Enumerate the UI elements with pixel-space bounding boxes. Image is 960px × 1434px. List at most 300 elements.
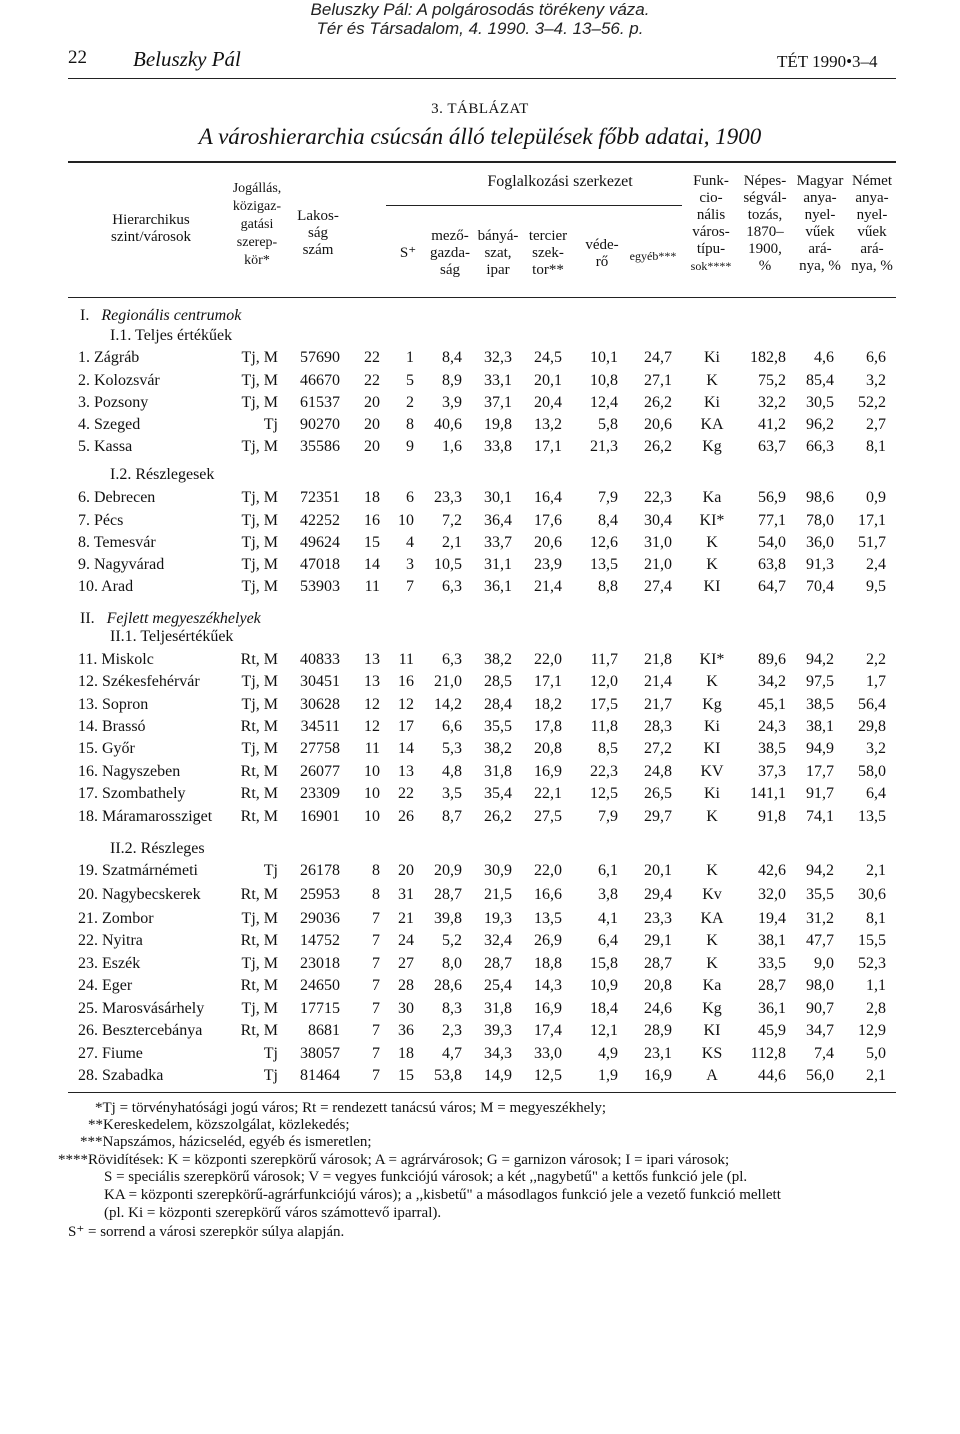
cell-mining: 31,1 <box>484 556 512 573</box>
cell-hun: 78,0 <box>806 512 834 529</box>
cell-popchg: 38,5 <box>758 740 786 757</box>
cell-other: 26,5 <box>644 785 672 802</box>
cell-agri: 7,2 <box>442 512 462 529</box>
cell-func: Ka <box>702 489 722 506</box>
cell-agri: 1,6 <box>442 438 462 455</box>
cell-hun: 96,2 <box>806 416 834 433</box>
table-row <box>0 886 960 908</box>
cell-tert: 24,5 <box>534 349 562 366</box>
citation-line-1: Beluszky Pál: A polgárosodás törékeny váza. <box>310 0 650 19</box>
cell-tert: 17,1 <box>534 438 562 455</box>
cell-rank: 28 <box>398 977 414 994</box>
table-row <box>0 1045 960 1067</box>
cell-tert: 16,4 <box>534 489 562 506</box>
cell-mining: 35,5 <box>484 718 512 735</box>
cell-rank: 26 <box>398 808 414 825</box>
cell-hun: 38,5 <box>806 696 834 713</box>
cell-def: 10,1 <box>590 349 618 366</box>
cell-agri: 53,8 <box>434 1067 462 1084</box>
cell-mining: 32,4 <box>484 932 512 949</box>
cell-hun: 7,4 <box>814 1045 834 1062</box>
cell-name: 28. Szabadka <box>78 1067 164 1084</box>
cell-name: 25. Marosvásárhely <box>78 1000 205 1017</box>
cell-hun: 85,4 <box>806 372 834 389</box>
header-hierarchy: Hierarchikus szint/városok <box>111 212 191 245</box>
cell-s: 10 <box>364 763 380 780</box>
cell-func: KI* <box>699 512 725 529</box>
cell-tert: 23,9 <box>534 556 562 573</box>
cell-agri: 8,7 <box>442 808 462 825</box>
cell-s: 11 <box>364 740 380 757</box>
cell-ger: 1,1 <box>866 977 886 994</box>
cell-rank: 1 <box>406 349 414 366</box>
cell-agri: 2,1 <box>442 534 462 551</box>
table-row <box>0 977 960 999</box>
cell-name: 6. Debrecen <box>78 489 156 506</box>
table-row <box>0 718 960 740</box>
cell-rank: 36 <box>398 1022 414 1039</box>
cell-legal: Tj, M <box>241 955 278 972</box>
cell-name: 13. Sopron <box>78 696 149 713</box>
cell-other: 24,7 <box>644 349 672 366</box>
cell-rank: 20 <box>398 862 414 879</box>
cell-s: 7 <box>372 977 380 994</box>
table-number: 3. TÁBLÁZAT <box>431 101 529 117</box>
cell-agri: 10,5 <box>434 556 462 573</box>
table-row <box>0 394 960 416</box>
cell-name: 19. Szatmárnémeti <box>78 862 198 879</box>
cell-legal: Rt, M <box>240 1022 278 1039</box>
cell-legal: Rt, M <box>240 932 278 949</box>
table-row <box>0 416 960 438</box>
table-row <box>0 556 960 578</box>
footnote: ****Rövidítések: K = központi szerepkörű városok; A = agrárvárosok; G = garnizon városok; I = ipari városok; <box>58 1152 730 1168</box>
table-row <box>0 955 960 977</box>
cell-func: A <box>706 1067 718 1084</box>
footnote: **Kereskedelem, közszolgálat, közlekedés; <box>88 1117 350 1133</box>
cell-tert: 14,3 <box>534 977 562 994</box>
cell-tert: 17,4 <box>534 1022 562 1039</box>
cell-s: 20 <box>364 394 380 411</box>
cell-agri: 21,0 <box>434 673 462 690</box>
cell-other: 28,9 <box>644 1022 672 1039</box>
cell-mining: 33,1 <box>484 372 512 389</box>
cell-legal: Tj <box>263 1045 278 1062</box>
cell-hun: 31,2 <box>806 910 834 927</box>
cell-legal: Rt, M <box>240 785 278 802</box>
cell-def: 12,5 <box>590 785 618 802</box>
cell-other: 29,1 <box>644 932 672 949</box>
header-s: S⁺ <box>399 245 417 261</box>
cell-pop: 17715 <box>300 1000 340 1017</box>
cell-tert: 20,1 <box>534 372 562 389</box>
header-agri: mező- gazda- ság <box>430 228 470 278</box>
cell-legal: Tj, M <box>241 556 278 573</box>
cell-rank: 21 <box>398 910 414 927</box>
cell-popchg: 24,3 <box>758 718 786 735</box>
cell-func: K <box>706 673 718 690</box>
citation <box>0 0 960 38</box>
cell-legal: Rt, M <box>240 808 278 825</box>
cell-ger: 8,1 <box>866 910 886 927</box>
cell-legal: Tj, M <box>241 673 278 690</box>
cell-other: 27,1 <box>644 372 672 389</box>
cell-legal: Tj, M <box>241 438 278 455</box>
table-row <box>0 785 960 807</box>
cell-legal: Tj, M <box>241 740 278 757</box>
cell-name: 7. Pécs <box>78 512 124 529</box>
cell-mining: 34,3 <box>484 1045 512 1062</box>
cell-func: K <box>706 862 718 879</box>
cell-other: 26,2 <box>644 394 672 411</box>
cell-mining: 31,8 <box>484 763 512 780</box>
section-ii: II. Fejlett megyeszékhelyek <box>80 610 261 627</box>
cell-pop: 23309 <box>300 785 340 802</box>
cell-ger: 12,9 <box>858 1022 886 1039</box>
cell-agri: 8,3 <box>442 1000 462 1017</box>
cell-other: 27,2 <box>644 740 672 757</box>
cell-name: 22. Nyitra <box>78 932 143 949</box>
header-hungarian: Magyar anya- nyel- vűek ará- nya, % <box>796 173 844 274</box>
cell-popchg: 45,1 <box>758 696 786 713</box>
cell-def: 11,7 <box>590 651 618 668</box>
cell-func: KA <box>700 416 724 433</box>
cell-hun: 70,4 <box>806 578 834 595</box>
cell-agri: 5,2 <box>442 932 462 949</box>
cell-tert: 17,1 <box>534 673 562 690</box>
cell-popchg: 63,8 <box>758 556 786 573</box>
cell-ger: 51,7 <box>858 534 886 551</box>
cell-tert: 12,5 <box>534 1067 562 1084</box>
cell-agri: 2,3 <box>442 1022 462 1039</box>
cell-ger: 52,3 <box>858 955 886 972</box>
cell-pop: 26178 <box>300 862 340 879</box>
footnote: S⁺ = sorrend a városi szerepkör súlya alapján. <box>68 1224 345 1240</box>
cell-legal: Tj, M <box>241 534 278 551</box>
cell-hun: 38,1 <box>806 718 834 735</box>
cell-func: Ki <box>704 718 720 735</box>
cell-other: 22,3 <box>644 489 672 506</box>
cell-hun: 17,7 <box>806 763 834 780</box>
cell-rank: 24 <box>398 932 414 949</box>
table-title: A városhierarchia csúcsán álló települések főbb adatai, 1900 <box>198 124 762 149</box>
cell-ger: 6,6 <box>866 349 886 366</box>
cell-ger: 0,9 <box>866 489 886 506</box>
cell-def: 21,3 <box>590 438 618 455</box>
cell-name: 24. Eger <box>78 977 133 994</box>
cell-pop: 57690 <box>300 349 340 366</box>
running-journal: TÉT 1990•3–4 <box>777 52 878 71</box>
section-i-2: I.2. Részlegesek <box>110 466 215 483</box>
cell-name: 27. Fiume <box>78 1045 143 1062</box>
cell-popchg: 77,1 <box>758 512 786 529</box>
cell-s: 14 <box>364 556 380 573</box>
cell-agri: 4,7 <box>442 1045 462 1062</box>
cell-pop: 25953 <box>300 886 340 903</box>
cell-mining: 38,2 <box>484 651 512 668</box>
cell-tert: 22,1 <box>534 785 562 802</box>
table-row <box>0 673 960 695</box>
cell-hun: 94,2 <box>806 862 834 879</box>
cell-ger: 1,7 <box>866 673 886 690</box>
cell-other: 20,8 <box>644 977 672 994</box>
cell-name: 16. Nagyszeben <box>78 763 181 780</box>
cell-legal: Rt, M <box>240 763 278 780</box>
cell-func: KI <box>703 740 721 757</box>
cell-mining: 36,4 <box>484 512 512 529</box>
cell-name: 14. Brassó <box>78 718 146 735</box>
cell-s: 10 <box>364 785 380 802</box>
cell-ger: 30,6 <box>858 886 886 903</box>
cell-s: 7 <box>372 1022 380 1039</box>
footnote: S = speciális szerepkörű városok; V = vegyes funkciójú városok; a két ,,nagybetű" a kettős funkció jele (pl. <box>104 1169 748 1185</box>
cell-mining: 33,7 <box>484 534 512 551</box>
cell-def: 17,5 <box>590 696 618 713</box>
cell-pop: 81464 <box>300 1067 340 1084</box>
cell-rank: 18 <box>398 1045 414 1062</box>
cell-name: 21. Zombor <box>78 910 154 927</box>
cell-hun: 98,6 <box>806 489 834 506</box>
cell-agri: 5,3 <box>442 740 462 757</box>
cell-def: 12,6 <box>590 534 618 551</box>
cell-ger: 13,5 <box>858 808 886 825</box>
cell-mining: 35,4 <box>484 785 512 802</box>
cell-s: 13 <box>364 651 380 668</box>
cell-func: K <box>706 372 718 389</box>
cell-other: 16,9 <box>644 1067 672 1084</box>
cell-hun: 97,5 <box>806 673 834 690</box>
table-row <box>0 578 960 600</box>
page-number: 22 <box>68 47 87 68</box>
cell-pop: 26077 <box>300 763 340 780</box>
cell-agri: 4,8 <box>442 763 462 780</box>
cell-other: 26,2 <box>644 438 672 455</box>
cell-ger: 2,4 <box>866 556 886 573</box>
table-row <box>0 349 960 371</box>
cell-tert: 22,0 <box>534 862 562 879</box>
cell-legal: Tj <box>263 1067 278 1084</box>
cell-popchg: 63,7 <box>758 438 786 455</box>
cell-func: Ka <box>702 977 722 994</box>
cell-name: 9. Nagyvárad <box>78 556 165 573</box>
header-legal: Jogállás, közigaz- gatási szerep- kör* <box>232 181 282 268</box>
cell-mining: 28,7 <box>484 955 512 972</box>
citation-line-2: Tér és Társadalom, 4. 1990. 3–4. 13–56. p. <box>316 19 644 38</box>
cell-tert: 27,5 <box>534 808 562 825</box>
cell-hun: 91,7 <box>806 785 834 802</box>
cell-func: K <box>706 932 718 949</box>
cell-ger: 17,1 <box>858 512 886 529</box>
cell-hun: 34,7 <box>806 1022 834 1039</box>
cell-s: 11 <box>364 578 380 595</box>
table-row <box>0 862 960 884</box>
cell-s: 7 <box>372 955 380 972</box>
cell-def: 8,8 <box>598 578 618 595</box>
cell-def: 8,4 <box>598 512 618 529</box>
cell-popchg: 44,6 <box>758 1067 786 1084</box>
cell-legal: Tj, M <box>241 349 278 366</box>
cell-rank: 14 <box>398 740 414 757</box>
cell-mining: 33,8 <box>484 438 512 455</box>
cell-mining: 39,3 <box>484 1022 512 1039</box>
footnote: *Tj = törvényhatósági jogú város; Rt = rendezett tanácsú város; M = megyeszékhely; <box>95 1100 607 1116</box>
header-rule <box>68 78 896 79</box>
table-row <box>0 1022 960 1044</box>
cell-mining: 32,3 <box>484 349 512 366</box>
cell-tert: 16,9 <box>534 763 562 780</box>
header-popchange: Népes- ségvál- tozás, 1870– 1900, % <box>743 173 787 274</box>
cell-popchg: 45,9 <box>758 1022 786 1039</box>
cell-pop: 47018 <box>300 556 340 573</box>
cell-pop: 40833 <box>300 651 340 668</box>
cell-popchg: 41,2 <box>758 416 786 433</box>
cell-ger: 2,1 <box>866 862 886 879</box>
cell-mining: 14,9 <box>484 1067 512 1084</box>
table-row <box>0 808 960 830</box>
table-row <box>0 438 960 460</box>
cell-rank: 4 <box>406 534 414 551</box>
cell-ger: 3,2 <box>866 740 886 757</box>
cell-ger: 9,5 <box>866 578 886 595</box>
cell-rank: 5 <box>406 372 414 389</box>
cell-s: 7 <box>372 1045 380 1062</box>
cell-popchg: 32,0 <box>758 886 786 903</box>
cell-ger: 56,4 <box>858 696 886 713</box>
cell-other: 27,4 <box>644 578 672 595</box>
header-employment-rule <box>386 205 682 206</box>
cell-popchg: 19,4 <box>758 910 786 927</box>
table-row <box>0 932 960 954</box>
cell-other: 28,7 <box>644 955 672 972</box>
cell-name: 8. Temesvár <box>78 534 156 551</box>
cell-agri: 3,9 <box>442 394 462 411</box>
cell-agri: 40,6 <box>434 416 462 433</box>
cell-mining: 25,4 <box>484 977 512 994</box>
cell-func: K <box>706 808 718 825</box>
section-i-1: I.1. Teljes értékűek <box>110 327 233 344</box>
cell-ger: 2,1 <box>866 1067 886 1084</box>
cell-legal: Rt, M <box>240 886 278 903</box>
cell-pop: 16901 <box>300 808 340 825</box>
cell-agri: 8,4 <box>442 349 462 366</box>
cell-mining: 37,1 <box>484 394 512 411</box>
cell-ger: 8,1 <box>866 438 886 455</box>
cell-pop: 27758 <box>300 740 340 757</box>
cell-popchg: 28,7 <box>758 977 786 994</box>
cell-def: 3,8 <box>598 886 618 903</box>
cell-pop: 53903 <box>300 578 340 595</box>
cell-s: 8 <box>372 886 380 903</box>
cell-ger: 2,7 <box>866 416 886 433</box>
cell-legal: Tj <box>263 862 278 879</box>
cell-tert: 20,8 <box>534 740 562 757</box>
cell-other: 28,3 <box>644 718 672 735</box>
cell-popchg: 32,2 <box>758 394 786 411</box>
cell-def: 18,4 <box>590 1000 618 1017</box>
cell-name: 11. Miskolc <box>78 651 154 668</box>
cell-def: 12,1 <box>590 1022 618 1039</box>
cell-name: 23. Eszék <box>78 955 141 972</box>
header-function: Funk- cio- nális város- típu- sok**** <box>690 173 732 273</box>
cell-legal: Tj, M <box>241 1000 278 1017</box>
cell-def: 4,1 <box>598 910 618 927</box>
cell-rank: 17 <box>398 718 414 735</box>
cell-other: 24,6 <box>644 1000 672 1017</box>
cell-tert: 17,6 <box>534 512 562 529</box>
cell-other: 21,4 <box>644 673 672 690</box>
cell-def: 1,9 <box>598 1067 618 1084</box>
cell-ger: 58,0 <box>858 763 886 780</box>
cell-legal: Tj <box>263 416 278 433</box>
cell-def: 6,4 <box>598 932 618 949</box>
cell-tert: 17,8 <box>534 718 562 735</box>
cell-popchg: 38,1 <box>758 932 786 949</box>
table-row <box>0 910 960 932</box>
cell-func: KV <box>700 763 724 780</box>
cell-legal: Tj, M <box>241 489 278 506</box>
cell-def: 10,8 <box>590 372 618 389</box>
section-i: I. Regionális centrumok <box>80 307 242 324</box>
cell-s: 7 <box>372 932 380 949</box>
cell-s: 10 <box>364 808 380 825</box>
cell-hun: 66,3 <box>806 438 834 455</box>
cell-other: 23,3 <box>644 910 672 927</box>
cell-other: 20,6 <box>644 416 672 433</box>
cell-rank: 9 <box>406 438 414 455</box>
cell-hun: 98,0 <box>806 977 834 994</box>
table-row <box>0 372 960 394</box>
cell-hun: 94,9 <box>806 740 834 757</box>
table-row <box>0 651 960 673</box>
cell-name: 26. Besztercebánya <box>78 1022 203 1039</box>
cell-agri: 14,2 <box>434 696 462 713</box>
cell-pop: 61537 <box>300 394 340 411</box>
cell-def: 10,9 <box>590 977 618 994</box>
cell-mining: 26,2 <box>484 808 512 825</box>
cell-s: 7 <box>372 1000 380 1017</box>
cell-func: K <box>706 534 718 551</box>
cell-tert: 16,6 <box>534 886 562 903</box>
cell-name: 15. Győr <box>78 740 135 757</box>
cell-popchg: 141,1 <box>750 785 786 802</box>
cell-tert: 20,4 <box>534 394 562 411</box>
cell-def: 22,3 <box>590 763 618 780</box>
footnote: (pl. Ki = központi szerepkörű város számottevő iparral). <box>104 1205 442 1221</box>
cell-other: 29,4 <box>644 886 672 903</box>
cell-s: 16 <box>364 512 380 529</box>
cell-func: Kg <box>702 696 722 713</box>
cell-popchg: 182,8 <box>750 349 786 366</box>
cell-s: 8 <box>372 862 380 879</box>
cell-name: 3. Pozsony <box>78 394 149 411</box>
cell-agri: 6,3 <box>442 651 462 668</box>
cell-func: KA <box>700 910 724 927</box>
cell-popchg: 42,6 <box>758 862 786 879</box>
cell-mining: 30,9 <box>484 862 512 879</box>
cell-func: Ki <box>704 394 720 411</box>
cell-popchg: 89,6 <box>758 651 786 668</box>
cell-popchg: 75,2 <box>758 372 786 389</box>
cell-pop: 35586 <box>300 438 340 455</box>
cell-name: 17. Szombathely <box>78 785 186 802</box>
cell-rank: 6 <box>406 489 414 506</box>
cell-ger: 3,2 <box>866 372 886 389</box>
cell-def: 7,9 <box>598 489 618 506</box>
cell-tert: 18,8 <box>534 955 562 972</box>
cell-rank: 30 <box>398 1000 414 1017</box>
cell-hun: 30,5 <box>806 394 834 411</box>
cell-popchg: 91,8 <box>758 808 786 825</box>
